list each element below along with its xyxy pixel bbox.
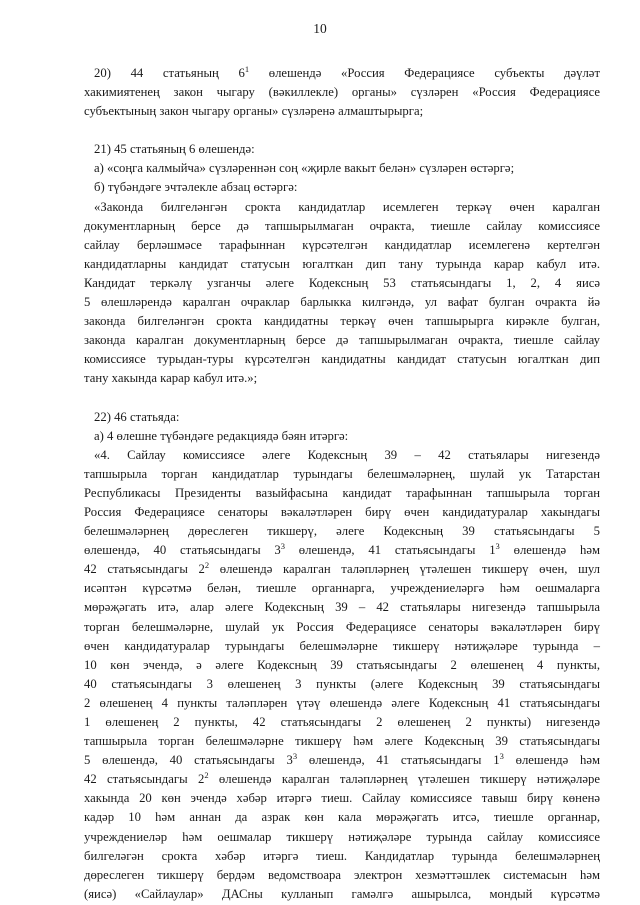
- text-run: мөрәҗәгать итә, алар әлеге Кодексның 39 – 42 статьялары нигезендә тапшырыла: [84, 600, 600, 615]
- text-line: [84, 828, 600, 847]
- text-line: [84, 465, 600, 484]
- superscript-number: 2: [204, 770, 209, 781]
- text-line: [84, 236, 600, 255]
- text-line: [84, 140, 600, 159]
- text-run: өлешендә каралган таләпләрнең үтәлешен тикшерү нәтиҗәләре: [208, 772, 600, 787]
- text-line: [84, 560, 600, 579]
- paragraph-gap: [84, 389, 600, 408]
- text-run: хакимиятенең закон чыгару (вәкиллекле) органы» сүзләрен «Россия Федерациясе: [84, 85, 600, 100]
- text-run: исәптән күрсәтмә белән, тиешле органнарга, учреждениеләргә һәм оешмаларга: [84, 581, 600, 596]
- paragraph-item-21: [84, 140, 600, 388]
- superscript-number: 2: [204, 560, 210, 571]
- superscript-number: 3: [292, 751, 298, 762]
- text-line: [84, 446, 600, 465]
- text-run: белешмәләрнең дөреслеген тикшерү, әлеге Кодексның 39 статьясындагы 5: [84, 524, 600, 539]
- text-line: [84, 618, 600, 637]
- text-line: [84, 732, 600, 751]
- text-run: 5 өлешләрендә каралган очраклар барлыкка килгәндә, ул вафат булган очракта йә: [84, 295, 600, 310]
- text-line: [84, 656, 600, 675]
- superscript-number: 1: [244, 64, 250, 74]
- text-run: б) түбәндәге эчтәлекле абзац өстәргә:: [94, 180, 298, 195]
- text-run: законда каралган документларның берсе дә тапшырылмаган очракта, тиешле сайлау: [84, 333, 600, 348]
- text-line: [84, 312, 600, 331]
- text-run: кандидатларны кандидат статусын югалткан дип тану турында карар кабул итә.: [84, 256, 600, 271]
- text-run: документларның берсе дә тапшырылмаган очракта, тиешле сайлау комиссиясе: [84, 218, 600, 233]
- text-line: [84, 503, 600, 522]
- text-run: а) 4 өлешне түбәндәге редакциядә бәян итәргә:: [94, 428, 349, 443]
- superscript-number: 3: [280, 541, 285, 552]
- text-line: [84, 637, 600, 656]
- text-run: тану хакында карар кабул итә.»;: [84, 371, 258, 386]
- text-run: 21) 45 статьяның 6 өлешендә:: [94, 142, 255, 157]
- text-run: 20) 44 статьяның 6: [94, 66, 245, 80]
- text-run: өлешендә һәм: [503, 753, 601, 768]
- text-run: 40 статьясындагы 3 өлешенең 3 пункты (әлеге Кодексның 39 статьясындагы: [84, 676, 600, 691]
- text-line: [84, 427, 600, 446]
- text-run: тапшырыла торган кандидатлар турындагы белешмәләрнең, шулай ук Татарстан: [84, 466, 600, 481]
- text-run: өчен кандидатуралар турындагы белешмәләрне тикшерү нәтиҗәләре турында –: [84, 638, 600, 653]
- text-run: 42 статьясындагы 2: [84, 772, 205, 787]
- text-line: [84, 274, 600, 293]
- text-run: а) «соңга калмыйча» сүзләреннән соң «җирле вакыт белән» сүзләрен өстәргә;: [94, 161, 515, 176]
- text-run: субъектының закон чыгару органы» сүзләренә алмаштырырга;: [84, 104, 424, 119]
- text-run: өлешендә каралган таләпләрнең үтәлешен тикшерү өчен, шул: [209, 562, 600, 577]
- paragraph-item-22: [84, 408, 600, 904]
- paragraph-gap: [84, 121, 600, 140]
- text-run: торган белешмәләрне, шулай ук Россия Федерациясе сенаторы вәкаләтләрен бирү: [84, 619, 600, 634]
- text-line: [84, 178, 600, 197]
- text-run: 42 статьясындагы 2: [84, 562, 205, 577]
- text-line: [84, 369, 600, 388]
- text-run: дөреслеген тикшерү бердәм ведомствоара электрон хезмәттәшлек системасын һәм: [84, 867, 600, 882]
- page-number: 10: [313, 21, 327, 36]
- text-run: комиссиясе турыдан-туры күрсәтелгән кандидатны кандидат статусын югалткан дип: [84, 352, 600, 367]
- text-run: Россия Федерациясе сенаторы вәкаләтләрен бирү өчен кандидатуралар хакындагы: [84, 504, 600, 519]
- text-line: [84, 675, 600, 694]
- document-body: [84, 64, 600, 904]
- text-line: [84, 847, 600, 866]
- text-line: [84, 484, 600, 503]
- text-line: [84, 770, 600, 789]
- text-line: [84, 694, 600, 713]
- text-run: өлешендә «Россия Федерациясе субъекты дәүләт: [249, 66, 600, 80]
- paragraph-item-20: [84, 64, 600, 121]
- text-line: [84, 331, 600, 350]
- text-line: [84, 350, 600, 369]
- text-line: [84, 64, 600, 83]
- text-run: учреждениеләр һәм оешмалар тикшерү нәтиҗәләре турында сайлау комиссиясе: [84, 829, 600, 844]
- text-line: [84, 102, 600, 121]
- text-run: 22) 46 статьяда:: [94, 409, 180, 424]
- text-run: 2 өлешенең 4 пункты таләпләрен үтәү өлешендә әлеге Кодексның 41 статьясындагы: [84, 695, 600, 710]
- text-line: [84, 541, 600, 560]
- text-line: [84, 713, 600, 732]
- text-run: өлешендә һәм: [499, 543, 600, 558]
- text-run: өлешендә, 41 статьясындагы 1: [285, 543, 496, 558]
- superscript-number: 3: [499, 751, 504, 762]
- text-run: өлешендә, 41 статьясындагы 1: [297, 753, 500, 768]
- text-line: [84, 522, 600, 541]
- text-run: хакында 20 көн эчендә хәбәр итәргә тиеш. Сайлау комиссиясе тавыш бирү көненә: [84, 791, 600, 806]
- text-line: [84, 198, 600, 217]
- text-run: сайлау берләшмәсе тарафыннан күрсәтелгән кандидатлар исемлегенә кертелгән: [84, 237, 600, 252]
- text-line: [84, 408, 600, 427]
- text-line: [84, 579, 600, 598]
- text-run: билгеләгән срокта хәбәр итәргә тиеш. Кандидатлар турында белешмәләрнең: [84, 848, 600, 863]
- text-line: [84, 789, 600, 808]
- text-line: [84, 293, 600, 312]
- text-run: «Законда билгеләнгән срокта кандидатлар исемлеген теркәү өчен каралган: [94, 199, 600, 214]
- text-line: [84, 885, 600, 904]
- text-line: [84, 866, 600, 885]
- text-run: 10 көн эчендә, ә әлеге Кодексның 39 статьясындагы 2 өлешенең 4 пункты,: [84, 657, 600, 672]
- text-run: 5 өлешендә, 40 статьясындагы 3: [84, 753, 293, 768]
- text-line: [84, 159, 600, 178]
- text-run: өлешендә, 40 статьясындагы 3: [84, 543, 281, 558]
- text-line: [84, 255, 600, 274]
- text-run: Республикасы Президенты вазыйфасына кандидат тарафыннан тапшырыла торган: [84, 485, 600, 500]
- text-run: Кандидат теркәлү узганчы әлеге Кодексның 53 статьясындагы 1, 2, 4 яисә: [84, 275, 600, 290]
- text-line: [84, 808, 600, 827]
- text-line: [84, 217, 600, 236]
- text-run: тапшырыла торган белешмәләрне тикшерү һәм әлеге Кодексның 39 статьясындагы: [84, 734, 600, 749]
- text-run: (яисә) «Сайлаулар» ДАСны кулланып гамәлгә ашырылса, мондый күрсәтмә: [84, 886, 600, 901]
- text-run: законда билгеләнгән срокта кандидатны теркәү өчен тапшырырга кирәкле булган,: [84, 314, 600, 329]
- text-line: [84, 598, 600, 617]
- superscript-number: 3: [495, 541, 500, 552]
- text-line: [84, 83, 600, 102]
- text-line: [84, 751, 600, 770]
- text-run: «4. Сайлау комиссиясе әлеге Кодексның 39 – 42 статьялары нигезендә: [94, 447, 600, 462]
- text-run: кадәр 10 һәм аннан да азрак көн кала мөрәҗәгать итсә, тиешле органнар,: [84, 810, 600, 825]
- text-run: 1 өлешенең 2 пункты, 42 статьясындагы 2 өлешенең 2 пункты) нигезендә: [84, 715, 600, 729]
